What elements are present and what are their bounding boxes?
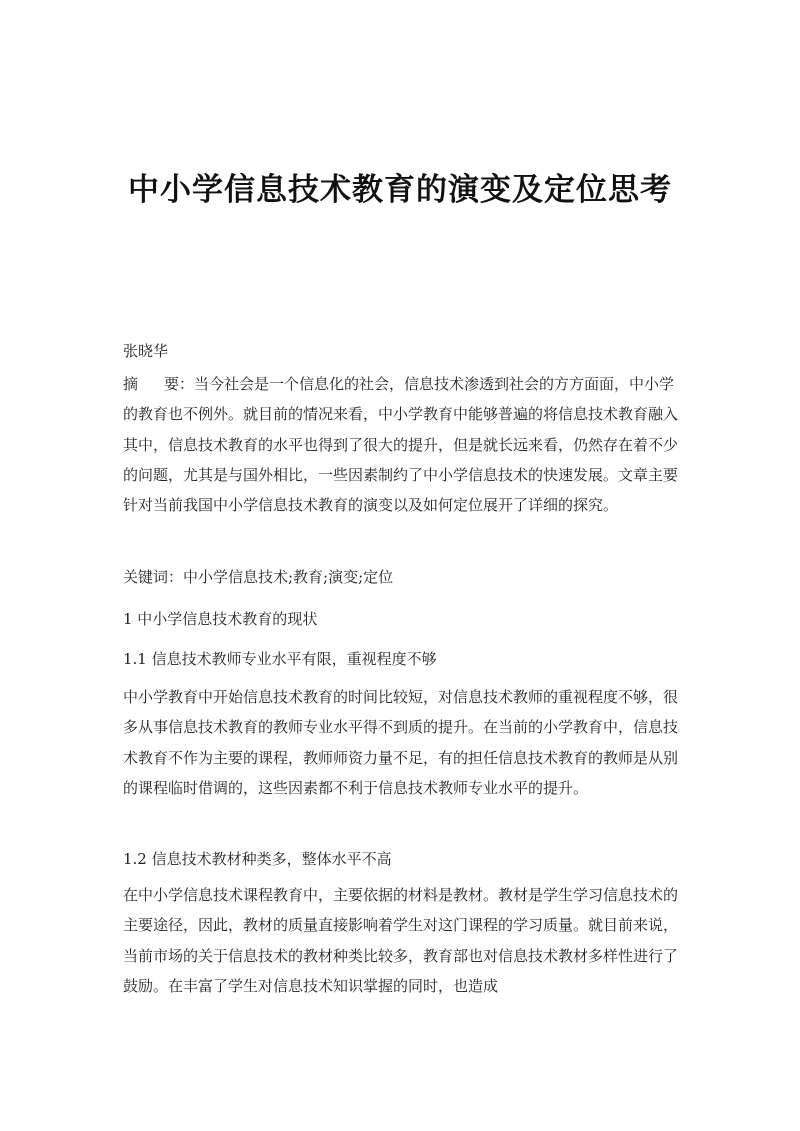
keywords-line: 关键词：中小学信息技术;教育;演变;定位 bbox=[123, 568, 394, 586]
abstract-label bbox=[123, 375, 194, 393]
subsection-heading-1-2: 1.2 信息技术教材种类多，整体水平不高 bbox=[123, 850, 392, 868]
document-title: 中小学信息技术教育的演变及定位思考 bbox=[128, 172, 672, 208]
paragraph-1-1: 中小学教育中开始信息技术教育的时间比较短，对信息技术教师的重视程度不够，很多从事信息技术教育的教师专业水平得不到质的提升。在当前的小学教育中，信息技术教育不作为主要的课程，教师师资力量不足，有的担任信息技术教育的教师是从别的课程临时借调的，这些因素都不利于信息技术教师专业水平的提升。 bbox=[123, 688, 679, 797]
paragraph-1-2: 在中小学信息技术课程教育中，主要依据的材料是教材。教材是学生学习信息技术的主要途径，因此，教材的质量直接影响着学生对这门课程的学习质量。就目前来说，当前市场的关于信息技术的教材种类比较多，教育部也对信息技术教材多样性进行了鼓励。在丰富了学生对信息技术知识掌握的同时，也造成 bbox=[123, 886, 679, 995]
author-name: 张晓华 bbox=[123, 342, 169, 360]
abstract-label-second: 要： bbox=[164, 375, 195, 393]
section-heading-1: 1 中小学信息技术教育的现状 bbox=[123, 610, 318, 628]
abstract-paragraph bbox=[123, 369, 678, 520]
subsection-heading-1-1: 1.1 信息技术教师专业水平有限，重视程度不够 bbox=[123, 650, 437, 668]
abstract-text: 当今社会是一个信息化的社会，信息技术渗透到社会的方方面面，中小学的教育也不例外。就目前的情况来看，中小学教育中能够普遍的将信息技术教育融入其中，信息技术教育的水平也得到了很大的提升，但是就长远来看，仍然存在着不少的问题，尤其是与国外相比，一些因素制约了中小学信息技术的快速发展。文章主要针对当前我国中小学信息技术教育的演变以及如何定位展开了详细的探究。 bbox=[123, 375, 679, 515]
abstract-label-first: 摘 bbox=[123, 375, 139, 393]
